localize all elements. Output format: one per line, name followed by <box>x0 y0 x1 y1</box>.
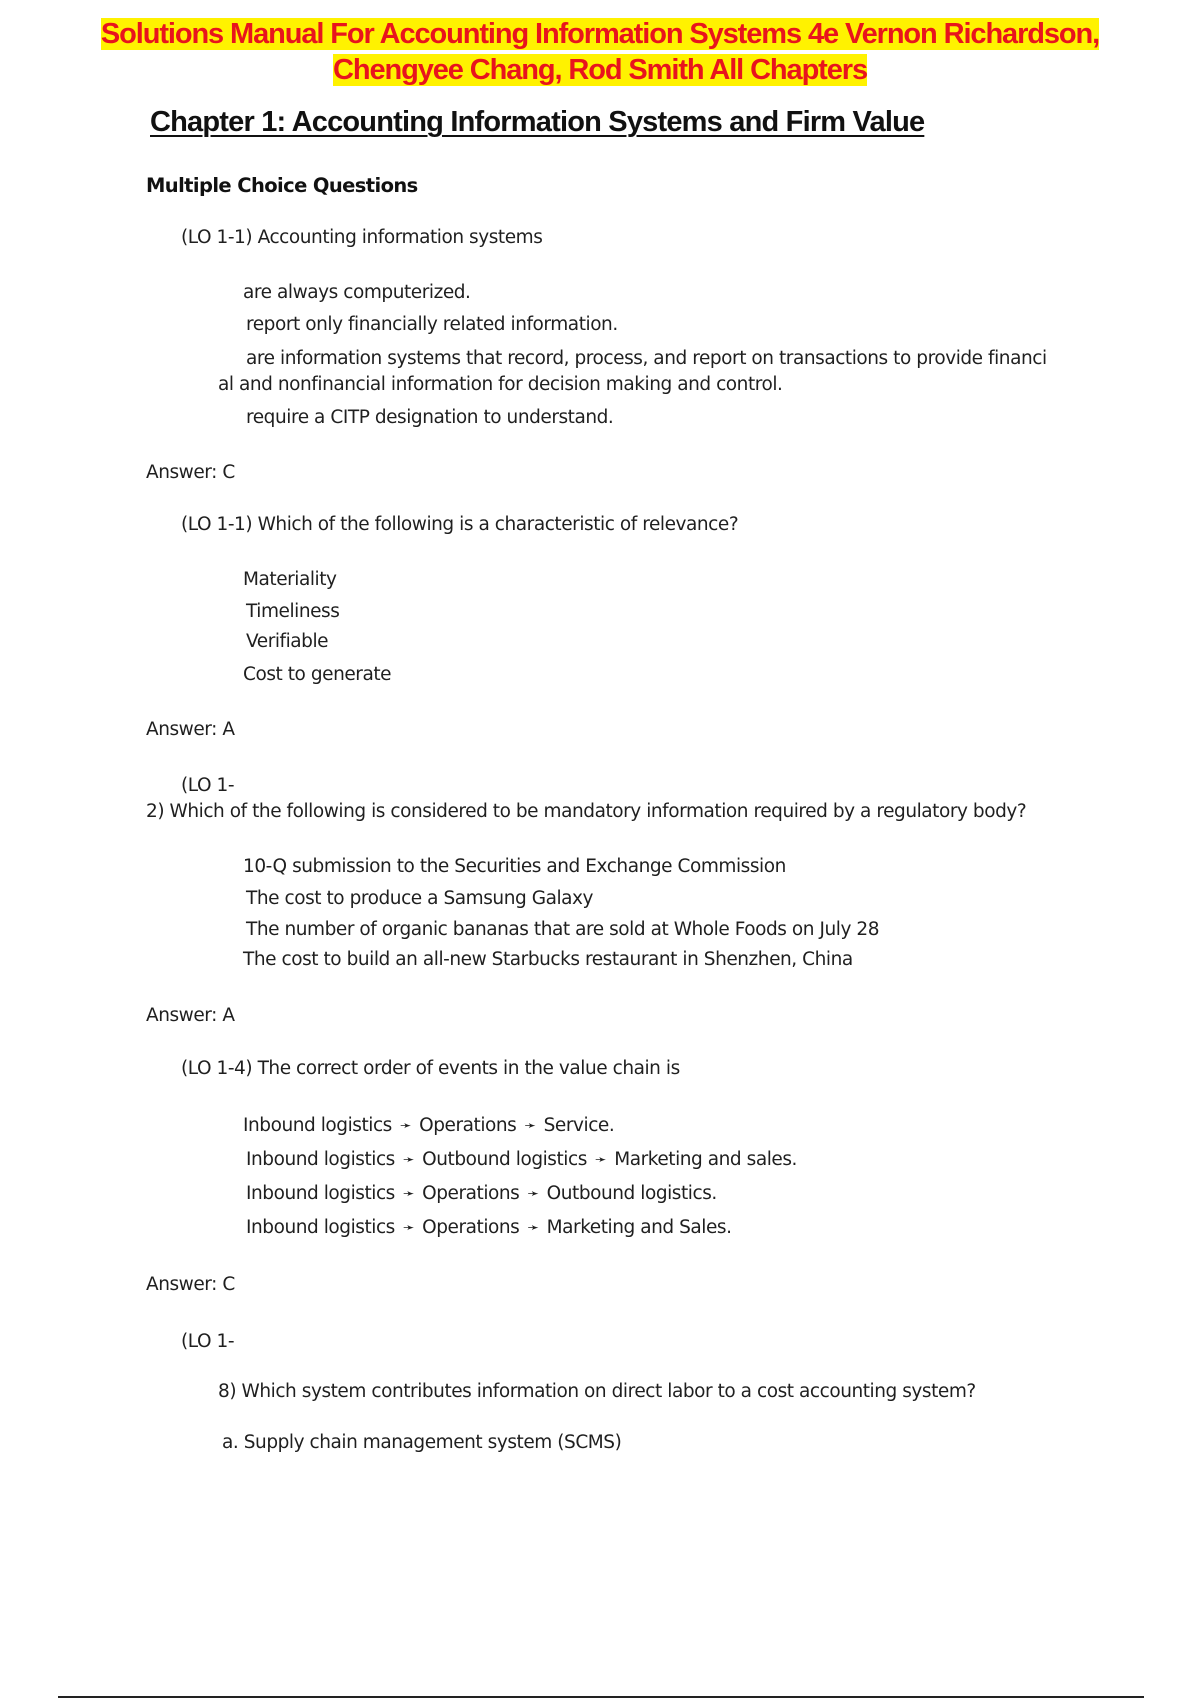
value-chain-step: Inbound logistics <box>246 1217 395 1238</box>
right-arrow-icon: ➛ <box>594 1152 607 1168</box>
question-4-option-1 <box>243 1114 614 1138</box>
question-1-option-3: are information systems that record, process, and report on transactions to provide financi <box>246 348 1047 369</box>
value-chain-step: Operations <box>419 1115 517 1136</box>
value-chain-step: Marketing and sales. <box>614 1149 797 1170</box>
section-heading: Multiple Choice Questions <box>146 174 418 197</box>
question-3-option-2: The cost to produce a Samsung Galaxy <box>246 888 594 909</box>
value-chain-step: Operations <box>422 1183 520 1204</box>
header-line-2: Chengyee Chang, Rod Smith All Chapters <box>333 54 867 86</box>
question-2-option-1: Materiality <box>243 569 337 590</box>
question-4-option-2 <box>246 1148 797 1172</box>
question-3-stem-line-2: 2) Which of the following is considered to be mandatory information required by a regulatory body? <box>146 801 1027 822</box>
right-arrow-icon: ➛ <box>524 1118 536 1134</box>
header-line-1: Solutions Manual For Accounting Information Systems 4e Vernon Richardson, <box>100 18 1100 50</box>
page-bottom-rule <box>58 1696 1144 1698</box>
value-chain-step: Outbound logistics <box>422 1149 587 1170</box>
question-5-stem-line-2: 8) Which system contributes information on direct labor to a cost accounting system? <box>218 1381 976 1402</box>
question-5-stem-line-1: (LO 1- <box>181 1331 235 1352</box>
right-arrow-icon: ➛ <box>527 1186 539 1202</box>
right-arrow-icon: ➛ <box>527 1220 539 1236</box>
question-1-answer: Answer: C <box>146 462 235 483</box>
value-chain-step: Inbound logistics <box>246 1149 395 1170</box>
right-arrow-icon: ➛ <box>402 1152 415 1168</box>
question-2-option-2: Timeliness <box>246 601 340 622</box>
question-2-option-3: Verifiable <box>246 631 329 652</box>
question-1-option-1: are always computerized. <box>243 282 471 303</box>
question-2-answer: Answer: A <box>146 719 235 740</box>
value-chain-step: Inbound logistics <box>243 1115 392 1136</box>
question-4-option-3 <box>246 1182 717 1206</box>
value-chain-step: Service. <box>543 1115 615 1136</box>
question-3-option-3: The number of organic bananas that are sold at Whole Foods on July 28 <box>246 919 880 940</box>
question-3-stem-line-1: (LO 1- <box>181 775 235 796</box>
question-1-option-2: report only financially related information. <box>246 314 618 335</box>
value-chain-step: Operations <box>422 1217 520 1238</box>
value-chain-step: Outbound logistics. <box>546 1183 717 1204</box>
question-4-answer: Answer: C <box>146 1274 235 1295</box>
question-5-option-1: a. Supply chain management system (SCMS) <box>222 1432 622 1453</box>
question-1-stem: (LO 1-1) Accounting information systems <box>181 227 543 248</box>
question-4-option-4 <box>246 1216 732 1240</box>
question-1-option-3-continuation: al and nonfinancial information for decision making and control. <box>218 374 783 395</box>
question-3-answer: Answer: A <box>146 1005 235 1026</box>
value-chain-step: Inbound logistics <box>246 1183 395 1204</box>
question-2-stem: (LO 1-1) Which of the following is a characteristic of relevance? <box>181 514 739 535</box>
value-chain-step: Marketing and Sales. <box>546 1217 732 1238</box>
question-2-option-4: Cost to generate <box>243 664 392 685</box>
chapter-title: Chapter 1: Accounting Information Systems and Firm Value <box>150 106 925 138</box>
question-3-option-4: The cost to build an all-new Starbucks restaurant in Shenzhen, China <box>243 949 853 970</box>
question-4-stem: (LO 1-4) The correct order of events in the value chain is <box>181 1058 680 1079</box>
document-header <box>0 16 1200 88</box>
question-3-option-1: 10-Q submission to the Securities and Exchange Commission <box>243 856 786 877</box>
right-arrow-icon: ➛ <box>399 1118 412 1134</box>
right-arrow-icon: ➛ <box>402 1220 415 1236</box>
question-1-option-4: require a CITP designation to understand. <box>246 407 614 428</box>
right-arrow-icon: ➛ <box>402 1186 415 1202</box>
